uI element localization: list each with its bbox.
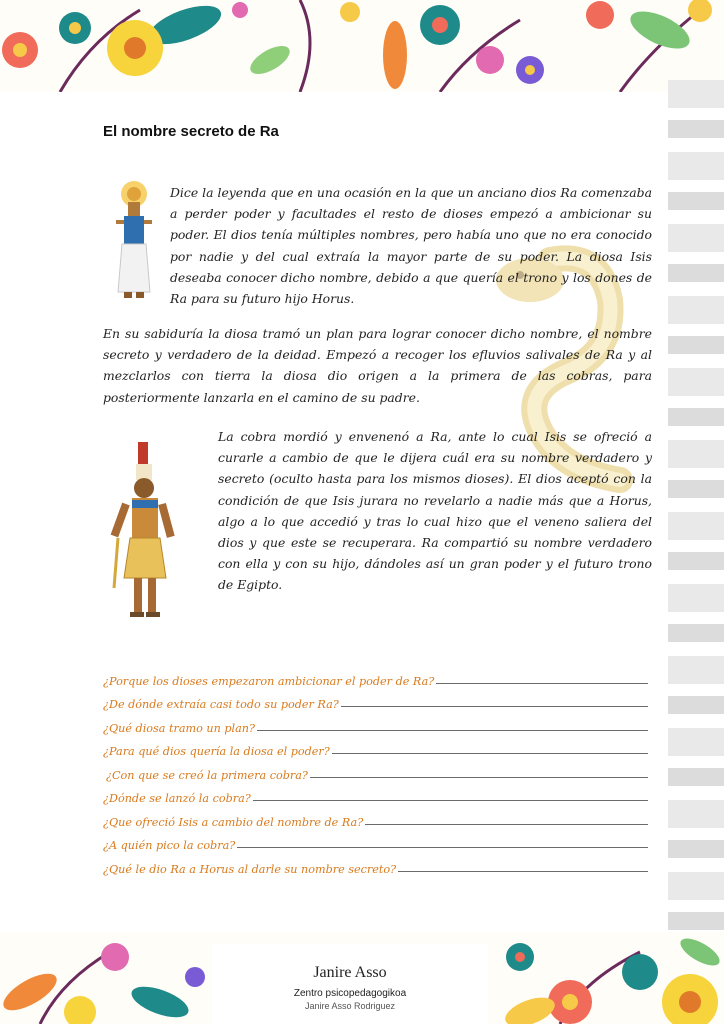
ra-figure-illustration — [108, 180, 160, 300]
question-item[interactable] — [103, 735, 648, 759]
answer-line[interactable] — [253, 800, 648, 801]
page-title: El nombre secreto de Ra — [103, 123, 279, 140]
question-item[interactable] — [103, 782, 648, 806]
paragraph-intro: Dice la leyenda que en una ocasión en la que un anciano dios Ra comenzaba a perder poder y facultades el resto de dioses empezó a ambicionar su poder. El dios tenía múltiples nombres, pero había uno que no era conocido por nadie y del cual extraía la mayor parte de su poder. La diosa Isis deseaba conocer dicho nombre, debido a que quería el trono y los dones de Ra para su futuro hijo Horus. — [170, 185, 652, 307]
question-text: ¿Porque los dioses empezaron ambicionar el poder de Ra? — [103, 674, 435, 688]
question-item[interactable] — [103, 829, 648, 853]
answer-line[interactable] — [398, 871, 648, 872]
question-text: ¿De dónde extraía casi todo su poder Ra? — [103, 698, 339, 711]
footer-author: Janire Asso Rodriguez — [304, 1001, 396, 1011]
footer — [212, 944, 488, 1024]
answer-line[interactable] — [332, 753, 648, 754]
question-text: ¿Dónde se lanzó la cobra? — [103, 792, 251, 805]
paragraph-cobra: La cobra mordió y envenenó a Ra, ante lo cual Isis se ofreció a curarle a cambio de que le dijera cuál era su nombre verdadero y secreto (oculto hasta para los mismos dioses). El dios aceptó con la condición de que Isis jurara no revelarlo a nadie más que a Horus, algo a lo que accedió y tras lo cual hizo que el veneno saliera del dios y que este se recuperara. Ra compartió su nombre verdadero con ella y con su hijo, dándoles así un gran poder y el futuro trono de Egipto. — [218, 429, 652, 593]
footer-center: Zentro psicopedagogikoa — [293, 988, 407, 999]
answer-line[interactable] — [237, 847, 648, 848]
question-text: ¿Qué diosa tramo un plan? — [103, 721, 255, 735]
top-floral-banner — [0, 0, 724, 92]
question-text: ¿Qué le dio Ra a Horus al darle su nombre secreto? — [103, 862, 397, 876]
question-text: ¿A quién pico la cobra? — [103, 839, 236, 852]
question-item[interactable] — [103, 664, 648, 688]
decorative-stripe-column — [668, 80, 724, 935]
footer-name: Janire Asso — [313, 964, 387, 981]
answer-line[interactable] — [257, 730, 648, 731]
questions-list — [103, 664, 648, 876]
question-text: ¿Para qué dios quería la diosa el poder? — [103, 745, 330, 758]
question-item[interactable] — [103, 711, 648, 735]
question-item[interactable] — [103, 758, 648, 782]
answer-line[interactable] — [341, 706, 648, 707]
answer-line[interactable] — [436, 683, 648, 684]
horus-figure-illustration — [110, 438, 214, 620]
question-item[interactable] — [103, 805, 648, 829]
answer-line[interactable] — [310, 777, 648, 778]
paragraph-plan: En su sabiduría la diosa tramó un plan para lograr conocer dicho nombre, el nombre secreto y verdadero de la deidad. Empezó a recoger los efluvios salivales de Ra y al mezclarlos con tierra la diosa dio origen a la primera de las cobras, para posteriormente lanzarla en el camino de su padre. — [103, 326, 652, 405]
answer-line[interactable] — [365, 824, 648, 825]
question-item[interactable] — [103, 688, 648, 712]
question-text: ¿Que ofreció Isis a cambio del nombre de Ra? — [103, 815, 364, 829]
question-text: ¿Con que se creó la primera cobra? — [106, 768, 308, 782]
question-item[interactable] — [103, 852, 648, 876]
